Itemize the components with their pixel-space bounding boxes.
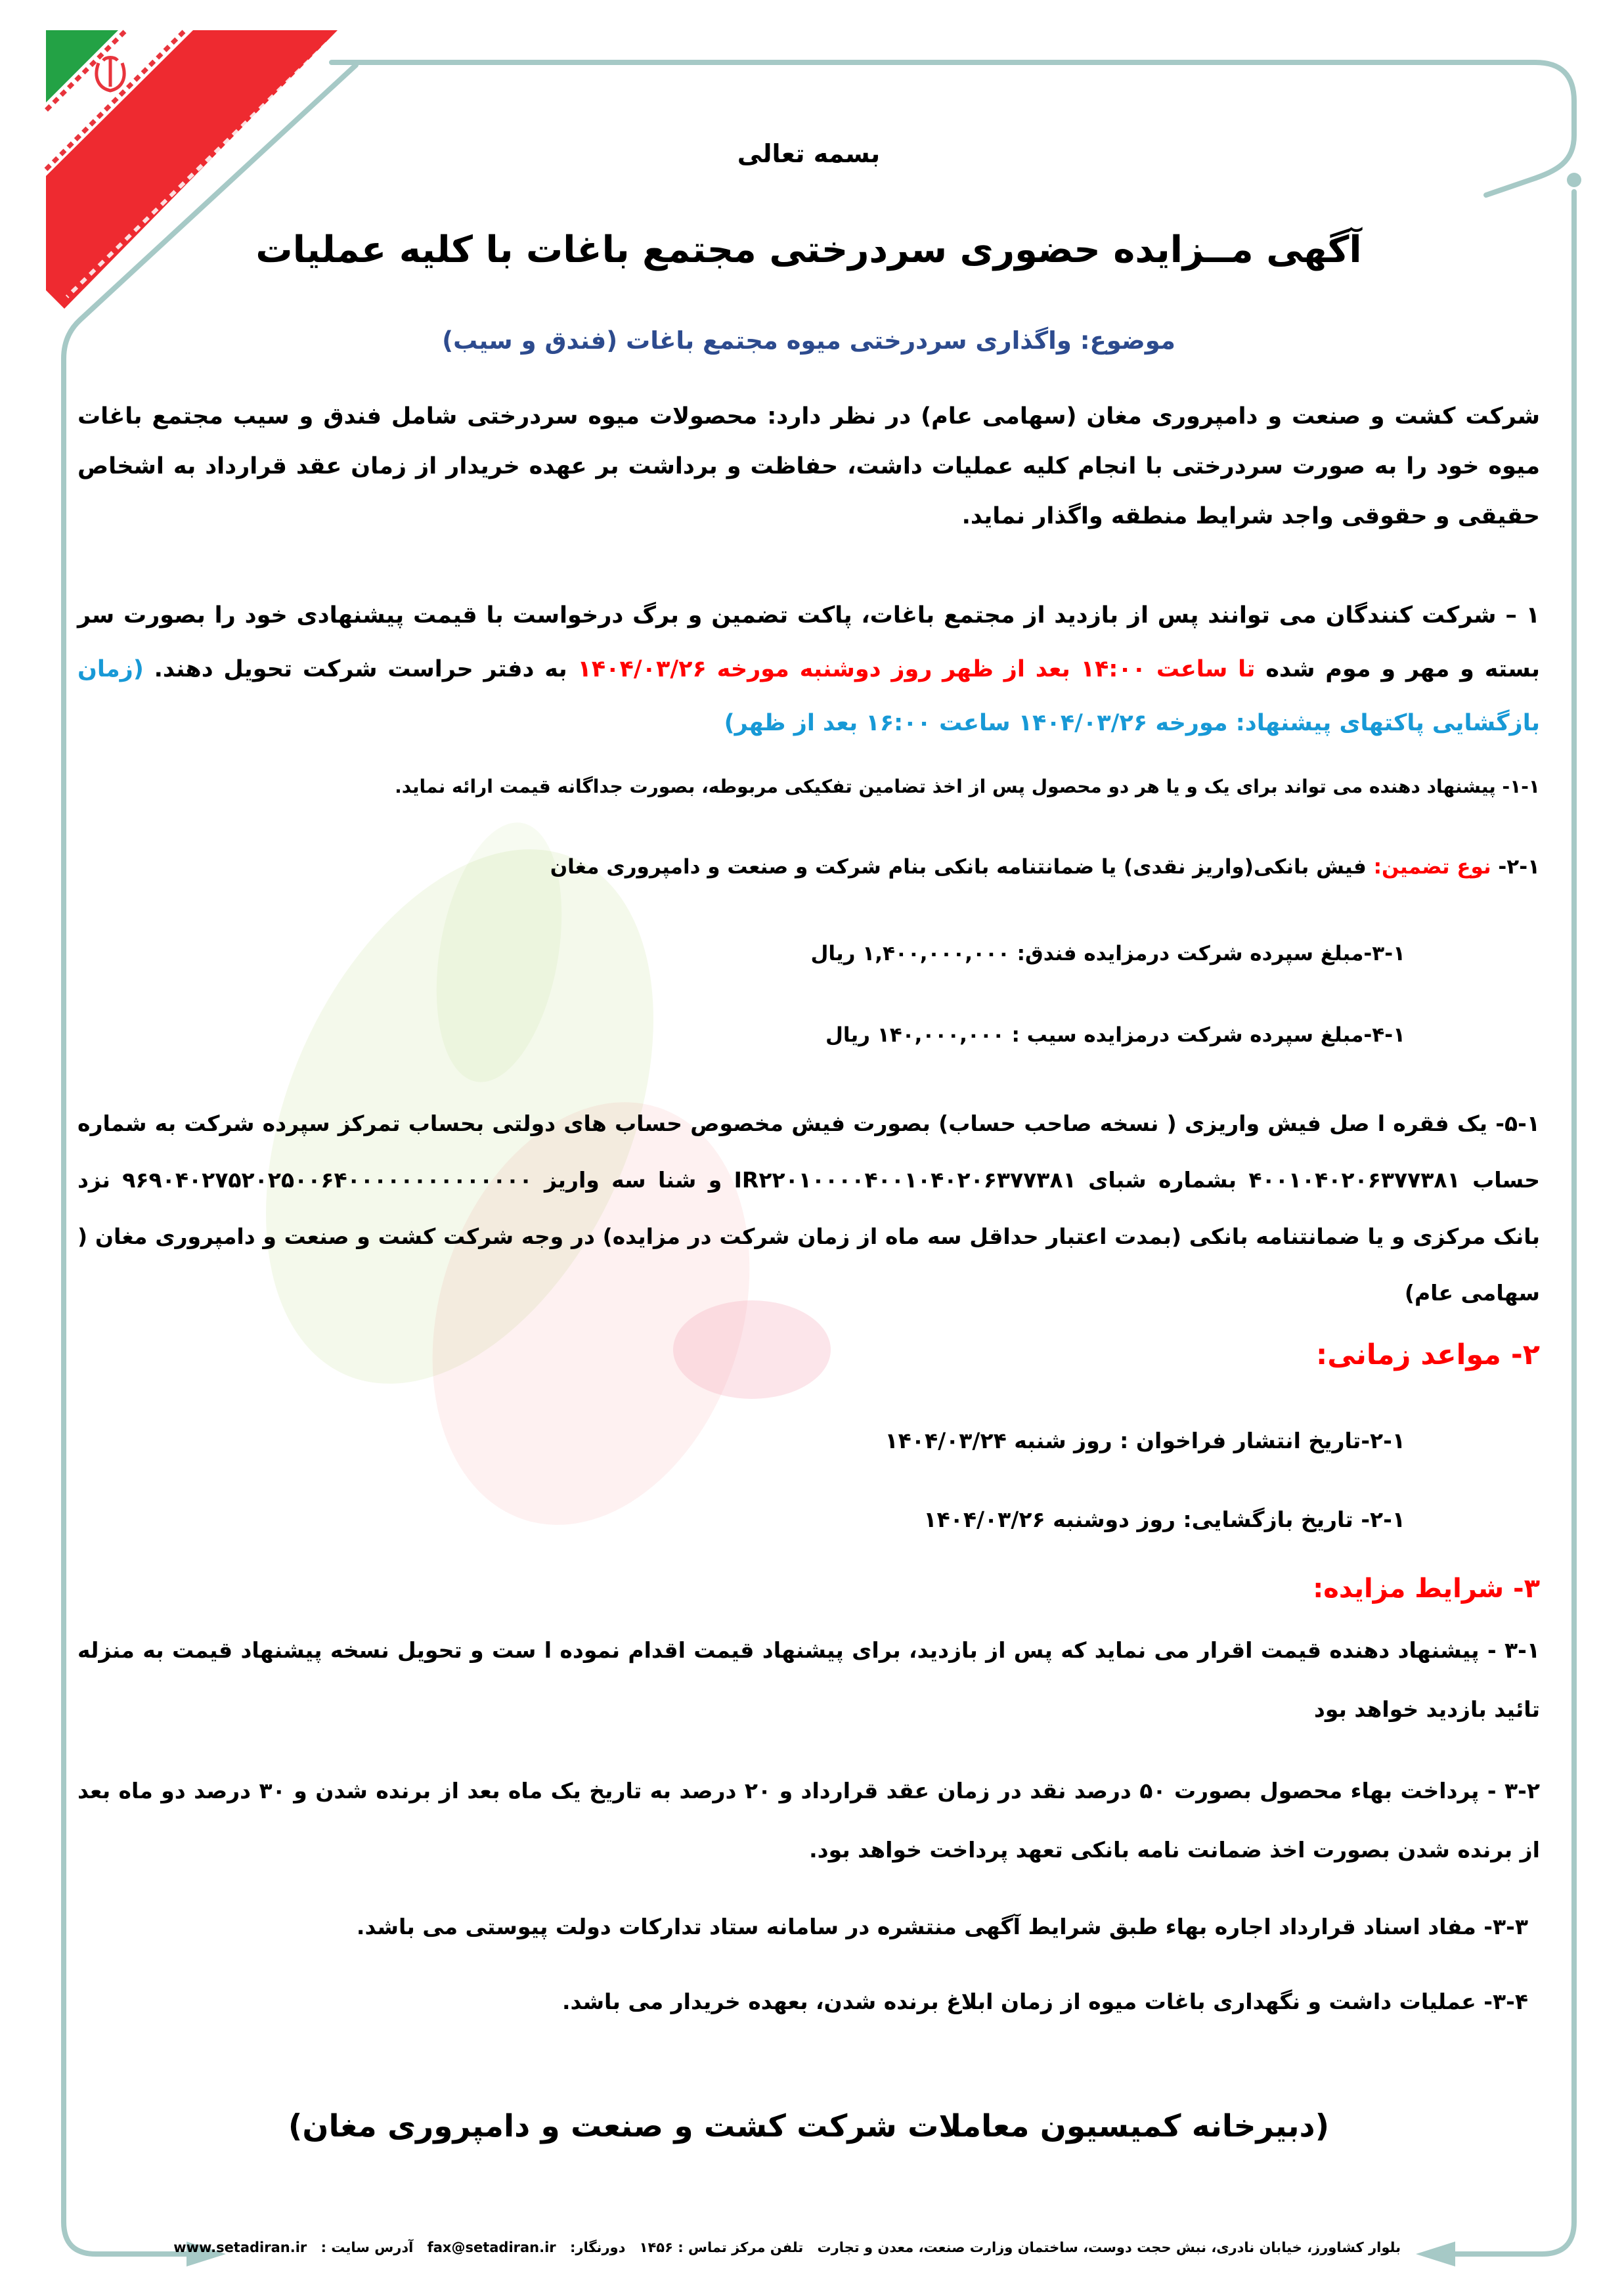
item-1-1: ۱-۱- پیشنهاد دهنده می تواند برای یک و یا هر دو محصول پس از اخذ تضامین تفکیکی مربوطه، بصورت جداگانه قیمت ارائه نماید.: [395, 776, 1540, 797]
envelope-opening-time: (زمان بازگشایی پاکتهای پیشنهاد: مورخه ۱۴۰۴/۰۳/۲۶ ساعت ۱۶:۰۰ بعد از ظهر): [77, 656, 1540, 736]
item-3-2: ۳-۲ - پرداخت بهاء محصول بصورت ۵۰ درصد نقد در زمان عقد قرارداد و ۲۰ درصد به تاریخ یک ماه بعد از برنده شدن و ۳۰ درصد دو ماه بعد از برنده شدن بصورت اخذ ضمانت نامه بانکی تعهد پرداخت خواهد بود.: [77, 1778, 1540, 1863]
item-2-2-opening-date: ۲-۱- تاریخ بازگشایی: روز دوشنبه ۱۴۰۴/۰۳/۲۶: [923, 1507, 1405, 1532]
signature-line: (دبیرخانه کمیسیون معاملات شرکت کشت و صنعت و دامپروری مغان): [288, 2108, 1330, 2144]
submission-deadline: تا ساعت ۱۴:۰۰ بعد از ظهر روز دوشنبه مورخه ۱۴۰۴/۰۳/۲۶: [577, 656, 1256, 682]
item-3-3: ۳-۳- مفاد اسناد قرارداد اجاره بهاء طبق شرایط آگهی منتشره در سامانه ستاد تدارکات دولت پیوستی می باشد.: [356, 1914, 1528, 1939]
item-1-3-hazelnut-deposit: ۳-۱-مبلغ سپرده شرکت درمزایده فندق: ۱,۴۰۰,۰۰۰,۰۰۰ ریال: [810, 942, 1405, 965]
iran-flag-ribbon: [39, 26, 345, 334]
clause-1-text-2: به دفتر حراست شرکت تحویل دهند.: [143, 656, 578, 682]
footer-address: بلوار کشاورز، خیابان نادری، نبش حجت دوست، ساختمان وزارت صنعت، معدن و تجارت: [817, 2240, 1401, 2255]
footer-site-url[interactable]: www.setadiran.ir: [173, 2240, 307, 2255]
subject-line: موضوع: واگذاری سردرختی میوه مجتمع باغات (فندق و سیب): [442, 326, 1175, 355]
page-title: آگهی مــزایده حضوری سردرختی مجتمع باغات با کلیه عملیات: [255, 229, 1362, 271]
item-1-4-apple-deposit: ۴-۱-مبلغ سپرده شرکت درمزایده سیب : ۱۴۰,۰۰۰,۰۰۰ ریال: [825, 1023, 1405, 1047]
footer-phone: تلفن مرکز تماس : ۱۴۵۶: [639, 2240, 804, 2255]
item-1-2-text: فیش بانکی(واریز نقدی) یا ضمانتنامه بانکی بنام شرکت و صنعت و دامپروری مغان: [550, 855, 1374, 879]
footer-bar: [173, 2237, 1401, 2259]
item-3-4: ۳-۴- عملیات داشت و نگهداری باغات میوه از زمان ابلاغ برنده شدن، بعهده خریدار می باشد.: [562, 1989, 1528, 2014]
item-3-1: ۳-۱ - پیشنهاد دهنده قیمت اقرار می نماید که پس از بازدید، برای پیشنهاد قیمت اقدام نموده ا ست و تحویل نسخه پیشنهاد قیمت به منزله تائید بازدید خواهد بود: [77, 1637, 1540, 1722]
bismillah-line: بسمه تعالی: [737, 139, 881, 168]
section-3-heading: ۳- شرایط مزایده:: [1313, 1574, 1540, 1604]
item-1-5-payment-details: ۵-۱- یک فقره ا صل فیش واریزی ( نسخه صاحب حساب) بصورت فیش مخصوص حساب های دولتی بحساب تمرکز سپرده شرکت به شماره حساب ۴۰۰۱۰۴۰۲۰۶۳۷۷۳۸۱ بشماره شبای IR۲۲۰۱۰۰۰۰۴۰۰۱۰۴۰۲۰۶۳۷۷۳۸۱ و شنا سه واریز ۹۶۹۰۴۰۲۷۵۲۰۲۵۰۰۶۴۰۰۰۰۰۰۰۰۰۰۰۰۰۰ نزد بانک مرکزی و یا ضمانتنامه بانکی (بمدت اعتبار حداقل سه ماه از زمان شرکت در مزایده) در وجه شرکت کشت و صنعت و دامپروری مغان ( سهامی عام): [77, 1111, 1540, 1306]
clause-1-text: ۱ – شرکت کنندگان می توانند پس از بازدید از مجتمع باغات، پاکت تضمین و برگ درخواست با قیمت پیشنهادی خود را بصورت سر بسته و مهر و موم شده: [77, 602, 1540, 682]
footer-fax-label: دورنگار:: [569, 2240, 626, 2255]
item-2-1-publish-date: ۲-۱-تاریخ انتشار فراخوان : روز شنبه ۱۴۰۴/۰۳/۲۴: [885, 1428, 1405, 1453]
item-1-2: [77, 851, 1540, 883]
frame-dot: [1567, 173, 1581, 187]
item-1-2-number: ۲-۱-: [1491, 855, 1540, 879]
clause-1-paragraph: [77, 588, 1540, 750]
footer-site-label: آدرس سایت :: [320, 2240, 414, 2255]
section-2-heading: ۲- مواعد زمانی:: [1316, 1338, 1540, 1371]
bottom-right-arrow: [1416, 2242, 1455, 2266]
footer-fax-email[interactable]: fax@setadiran.ir: [427, 2240, 556, 2255]
guarantee-type-label: نوع تضمین:: [1373, 855, 1491, 879]
intro-paragraph: شرکت کشت و صنعت و دامپروری مغان (سهامی عام) در نظر دارد: محصولات میوه سردرختی شامل فندق و سیب مجتمع باغات میوه خود را به صورت سردرختی با انجام کلیه عملیات داشت، حفاظت و برداشت بر عهده خریدار از زمان عقد قرارداد به اشخاص حقیقی و حقوقی واجد شرایط منطقه واگذار نماید.: [77, 403, 1540, 529]
